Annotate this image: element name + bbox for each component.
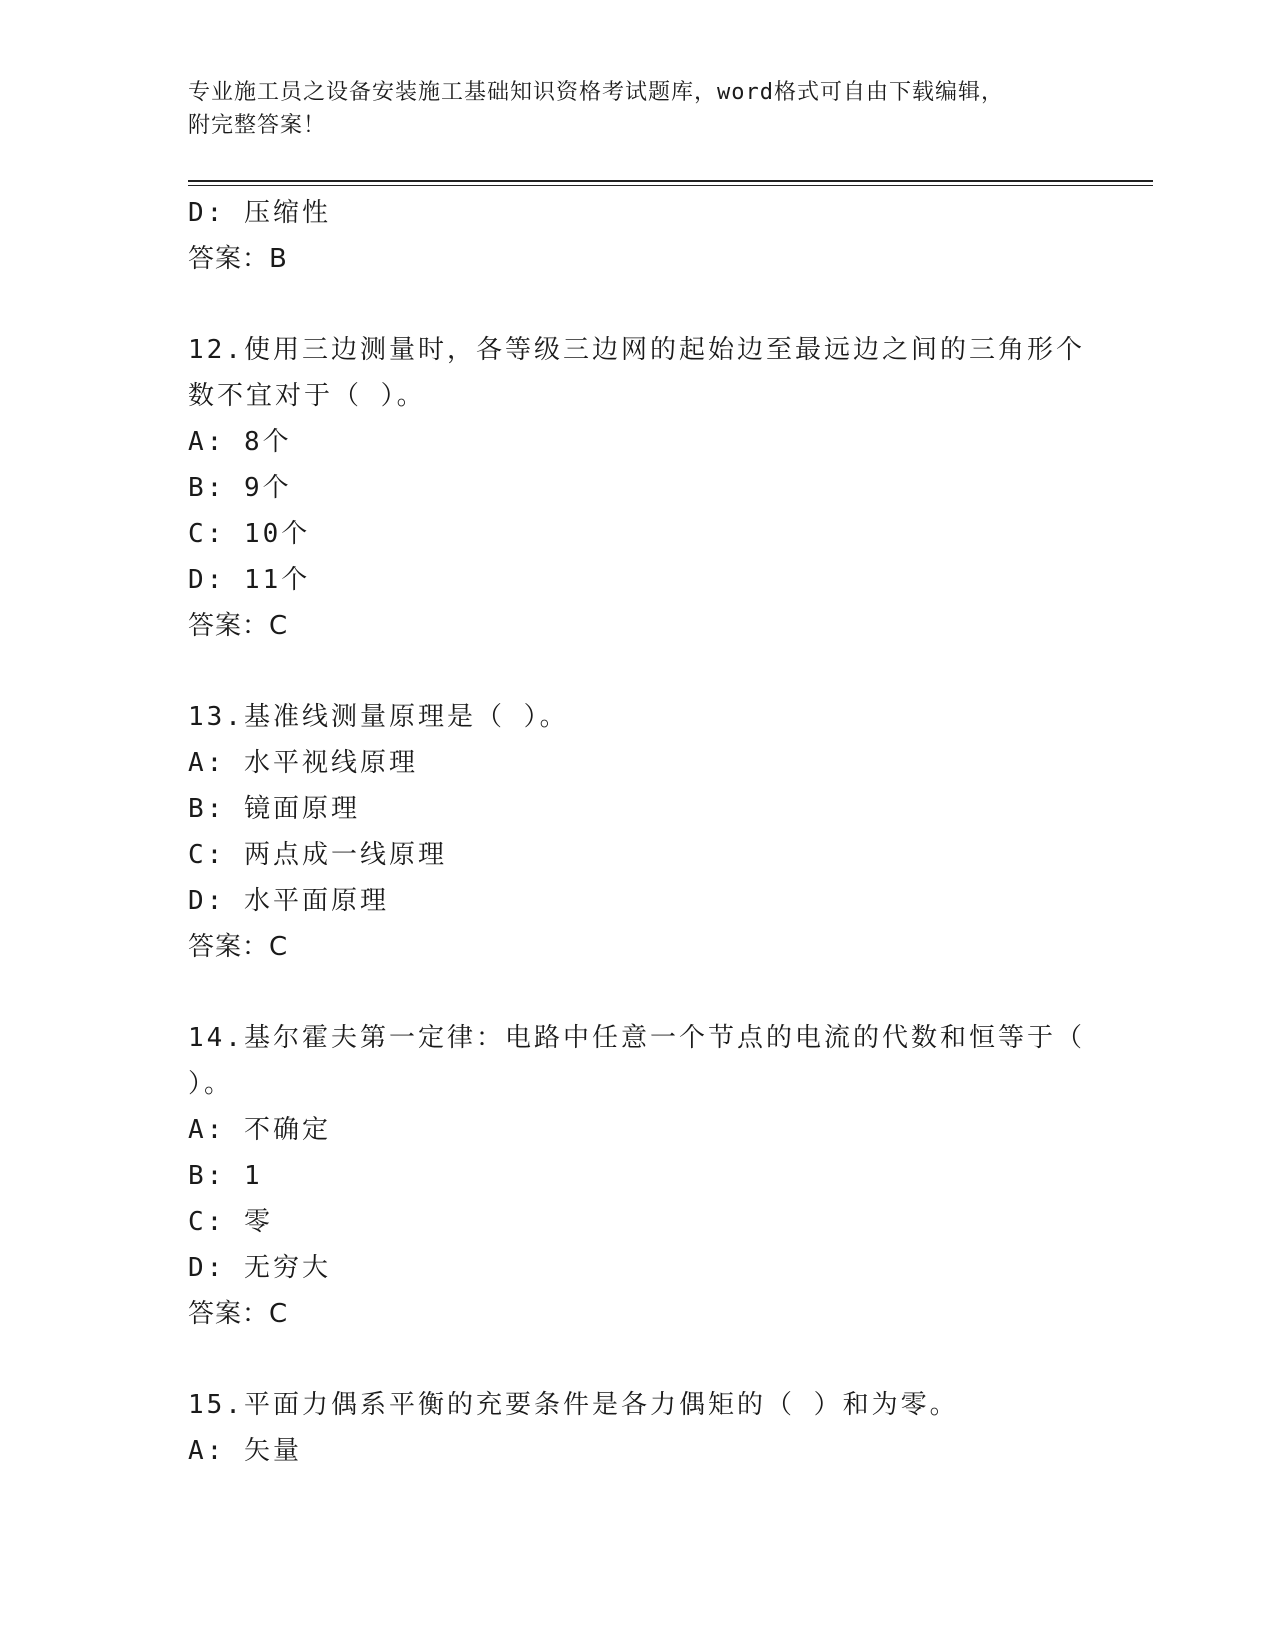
question-12-answer: 答案：C — [188, 611, 289, 641]
spacer — [188, 649, 1088, 694]
question-12-option-b: B: 9个 — [188, 473, 292, 503]
header-line-1: 专业施工员之设备安装施工基础知识资格考试题库，word格式可自由下载编辑， — [188, 80, 1004, 105]
question-15-option-a: A: 矢量 — [188, 1436, 302, 1466]
document-header — [188, 76, 1068, 142]
spacer — [188, 282, 1088, 327]
question-13-title: 13.基准线测量原理是（ ）。 — [188, 702, 569, 732]
question-14-option-b: B: 1 — [188, 1161, 263, 1191]
option-d: D: 压缩性 — [188, 198, 331, 228]
question-13-option-d: D: 水平面原理 — [188, 886, 389, 916]
question-13-option-b: B: 镜面原理 — [188, 794, 360, 824]
question-14-title-line-2: ）。 — [188, 1069, 234, 1099]
question-list — [188, 190, 1088, 1474]
answer-line: 答案：B — [188, 244, 288, 274]
question-14-option-a: A: 不确定 — [188, 1115, 331, 1145]
question-14-answer: 答案：C — [188, 1299, 289, 1329]
question-15-title: 15.平面力偶系平衡的充要条件是各力偶矩的（ ）和为零。 — [188, 1390, 959, 1420]
question-13-option-c: C: 两点成一线原理 — [188, 840, 447, 870]
question-12-option-c: C: 10个 — [188, 519, 311, 549]
question-13-option-a: A: 水平视线原理 — [188, 748, 418, 778]
question-13-answer: 答案：C — [188, 932, 289, 962]
header-line-2: 附完整答案！ — [188, 113, 327, 138]
header-divider — [188, 180, 1153, 186]
question-12-title-line-2: 数不宜对于（ ）。 — [188, 381, 426, 411]
question-12-option-d: D: 11个 — [188, 565, 311, 595]
spacer — [188, 970, 1088, 1015]
question-12-option-a: A: 8个 — [188, 427, 292, 457]
question-12-title-line-1: 12.使用三边测量时，各等级三边网的起始边至最远边之间的三角形个 — [188, 335, 1085, 365]
question-14-option-d: D: 无穷大 — [188, 1253, 331, 1283]
question-14-title-line-1: 14.基尔霍夫第一定律：电路中任意一个节点的电流的代数和恒等于（ — [188, 1023, 1085, 1053]
spacer — [188, 1337, 1088, 1382]
question-14-option-c: C: 零 — [188, 1207, 273, 1237]
